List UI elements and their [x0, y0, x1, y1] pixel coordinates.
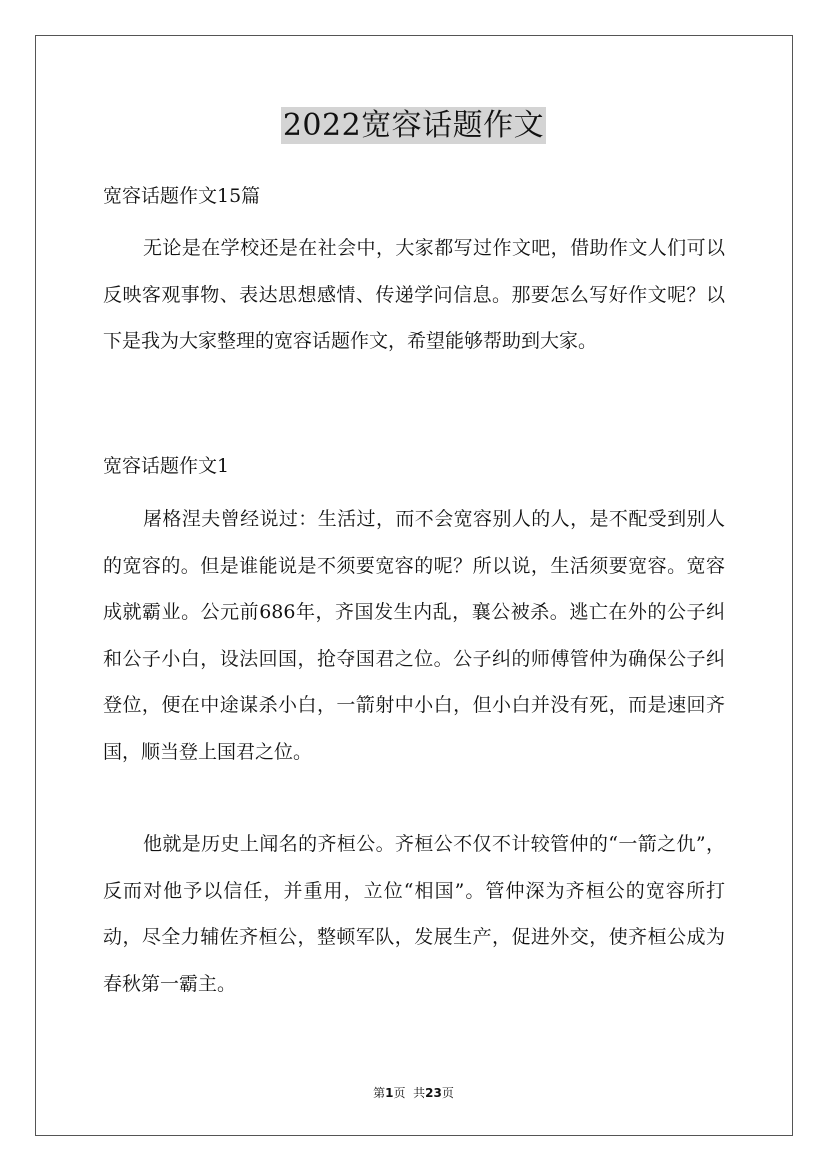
footer-page-prefix: 第 — [373, 1086, 386, 1100]
footer-total-pages: 23 — [425, 1086, 442, 1100]
footer-total-suffix: 页 — [441, 1086, 454, 1100]
footer-page-number: 1 — [385, 1086, 394, 1100]
document-subtitle: 宽容话题作文15篇 — [103, 185, 261, 207]
footer-total-prefix: 共 — [413, 1086, 426, 1100]
body-paragraph-2: 他就是历史上闻名的齐桓公。齐桓公不仅不计较管仲的“一箭之仇”，反而对他予以信任，并重用，立位“相国”。管仲深为齐桓公的宽容所打动，尽全力辅佐齐桓公，整顿军队，发展生产，促进外交，使齐桓公成为春秋第一霸主。 — [103, 833, 725, 995]
intro-paragraph: 无论是在学校还是在社会中，大家都写过作文吧，借助作文人们可以反映客观事物、表达思想感情、传递学问信息。那要怎么写好作文呢？以下是我为大家整理的宽容话题作文，希望能够帮助到大家。 — [103, 237, 725, 352]
document-title-wrap — [0, 100, 827, 144]
section-heading: 宽容话题作文1 — [103, 455, 230, 477]
page-footer — [0, 1084, 827, 1101]
body-paragraph-1: 屠格涅夫曾经说过：生活过，而不会宽容别人的人，是不配受到别人的宽容的。但是谁能说是不须要宽容的呢？所以说，生活须要宽容。宽容成就霸业。公元前686年，齐国发生内乱，襄公被杀。逃亡在外的公子纠和公子小白，设法回国，抢夺国君之位。公子纠的师傅管仲为确保公子纠登位，便在中途谋杀小白，一箭射中小白，但小白并没有死，而是速回齐国，顺当登上国君之位。 — [103, 508, 725, 763]
document-title: 2022宽容话题作文 — [282, 108, 545, 143]
footer-page-suffix: 页 — [393, 1086, 406, 1100]
